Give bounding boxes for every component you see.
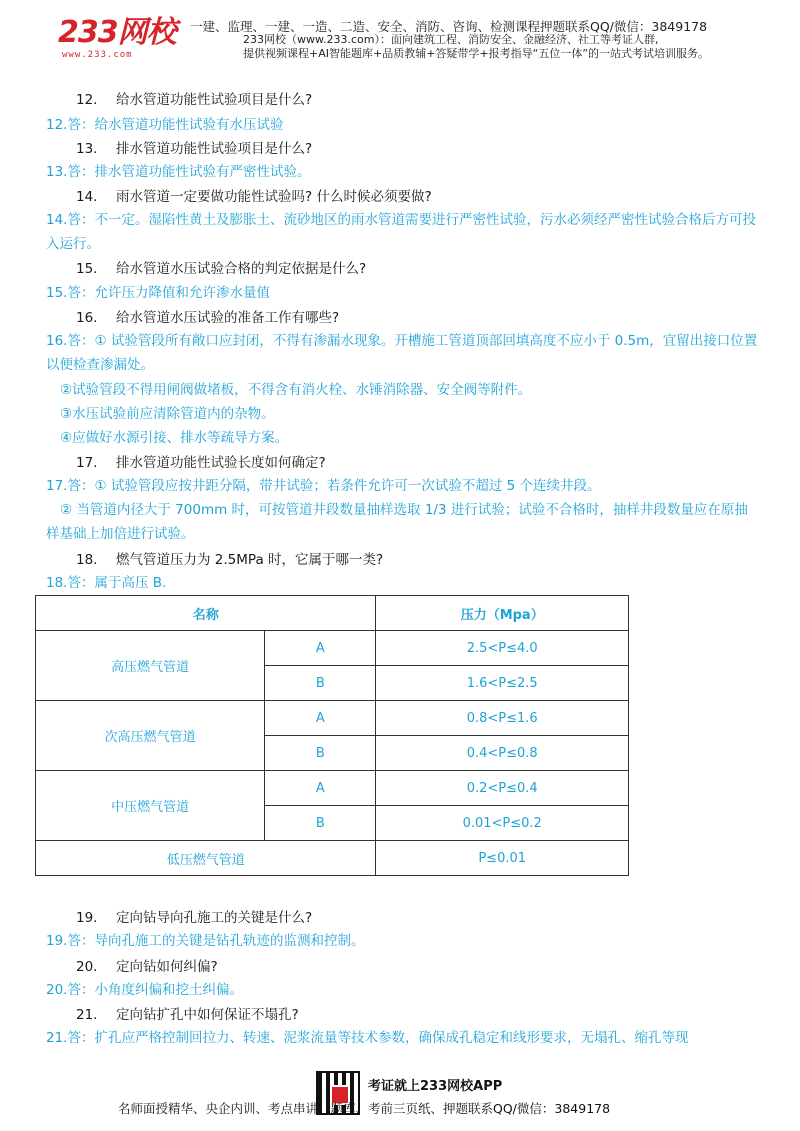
table-row (36, 841, 629, 876)
grade-cell: B (265, 666, 376, 701)
question-17: 17. 排水管道功能性试验长度如何确定? (76, 455, 326, 471)
category-sub-high: 次高压燃气管道 (36, 701, 265, 771)
grade-cell: B (265, 736, 376, 771)
category-high: 高压燃气管道 (36, 631, 265, 701)
grade-cell: A (265, 631, 376, 666)
pressure-cell: 2.5<P≤4.0 (376, 631, 629, 666)
question-18: 18. 燃气管道压力为 2.5MPa 时，它属于哪一类? (76, 552, 384, 568)
footer-contact-line: 名师面授精华、央企内训、考点串讲、题库、考前三页纸、押题联系QQ/微信：3849178 (118, 1101, 611, 1116)
page-footer (0, 1065, 800, 1131)
grade-cell: B (265, 806, 376, 841)
question-13: 13. 排水管道功能性试验项目是什么? (76, 141, 313, 157)
header-pressure: 压力（Mpa） (376, 596, 629, 631)
gas-pressure-table (35, 595, 629, 876)
answer-20: 20.答：小角度纠偏和挖土纠偏。 (46, 982, 243, 998)
brand-logo: 233网校 (58, 15, 176, 50)
answer-16-item-3: ③水压试验前应清除管道内的杂物。 (60, 406, 275, 422)
pressure-cell: 1.6<P≤2.5 (376, 666, 629, 701)
page-header (0, 0, 800, 70)
answer-21: 21.答：扩孔应严格控制回拉力、转速、泥浆流量等技术参数，确保成孔稳定和线形要求，无塌孔、缩孔等现 (46, 1030, 689, 1046)
question-15: 15. 给水管道水压试验合格的判定依据是什么? (76, 261, 367, 277)
question-12: 12. 给水管道功能性试验项目是什么? (76, 92, 313, 108)
answer-12: 12.答：给水管道功能性试验有水压试验 (46, 117, 284, 133)
answer-14: 14.答：不一定。湿陷性黄土及膨胀土、流砂地区的雨水管道需要进行严密性试验，污水必须经严密性试验合格后方可投入运行。 (46, 212, 756, 252)
question-19: 19. 定向钻导向孔施工的关键是什么? (76, 910, 313, 926)
answer-16-item-4: ④应做好水源引接、排水等疏导方案。 (60, 430, 289, 446)
pressure-cell: 0.01<P≤0.2 (376, 806, 629, 841)
pressure-cell: 0.2<P≤0.4 (376, 771, 629, 806)
answer-13: 13.答：排水管道功能性试验有严密性试验。 (46, 164, 311, 180)
grade-cell: A (265, 701, 376, 736)
header-name: 名称 (36, 596, 376, 631)
answer-19: 19.答：导向孔施工的关键是钻孔轨迹的监测和控制。 (46, 933, 365, 949)
grade-cell: A (265, 771, 376, 806)
table-row (36, 701, 629, 736)
header-service-line: 提供视频课程+AI智能题库+品质教辅+答疑带学+报考指导“五位一体”的一站式考试培训服务。 (243, 47, 710, 60)
answer-17-item-1: 17.答：① 试验管段应按井距分隔，带井试验；若条件允许可一次试验不超过 5 个连续井段。 (46, 478, 601, 494)
footer-app-promo: 考证就上233网校APP (368, 1079, 503, 1094)
question-16: 16. 给水管道水压试验的准备工作有哪些? (76, 310, 340, 326)
table-row (36, 771, 629, 806)
pressure-cell: 0.4<P≤0.8 (376, 736, 629, 771)
answer-18: 18.答：属于高压 B. (46, 575, 167, 591)
question-20: 20. 定向钻如何纠偏? (76, 959, 218, 975)
category-low: 低压燃气管道 (36, 841, 376, 876)
answer-15: 15.答：允许压力降值和允许渗水量值 (46, 285, 270, 301)
table-row (36, 631, 629, 666)
header-intro-line: 233网校（www.233.com）：面向建筑工程、消防安全、金融经济、社工等考证人群, (243, 33, 659, 46)
answer-16-item-2: ②试验管段不得用闸阀做堵板，不得含有消火栓、水锤消除器、安全阀等附件。 (60, 382, 532, 398)
pressure-cell: P≤0.01 (376, 841, 629, 876)
brand-logo-url: www.233.com (62, 50, 133, 60)
question-21: 21. 定向钻扩孔中如何保证不塌孔? (76, 1007, 299, 1023)
category-mid: 中压燃气管道 (36, 771, 265, 841)
question-14: 14. 雨水管道一定要做功能性试验吗? 什么时候必须要做? (76, 189, 432, 205)
answer-16-item-1: 16.答：① 试验管段所有敞口应封闭，不得有渗漏水现象。开槽施工管道顶部回填高度不应小于 0.5m，宜留出接口位置以便检查渗漏处。 (46, 333, 758, 373)
header-contact-line: 一建、监理、一建、一造、二造、安全、消防、咨询、检测课程押题联系QQ/微信：3849178 (190, 19, 708, 34)
pressure-cell: 0.8<P≤1.6 (376, 701, 629, 736)
answer-17-item-2: ② 当管道内径大于 700mm 时，可按管道井段数量抽样选取 1/3 进行试验；试验不合格时，抽样井段数量应在原抽样基础上加倍进行试验。 (46, 502, 748, 542)
table-header-row (36, 596, 629, 631)
